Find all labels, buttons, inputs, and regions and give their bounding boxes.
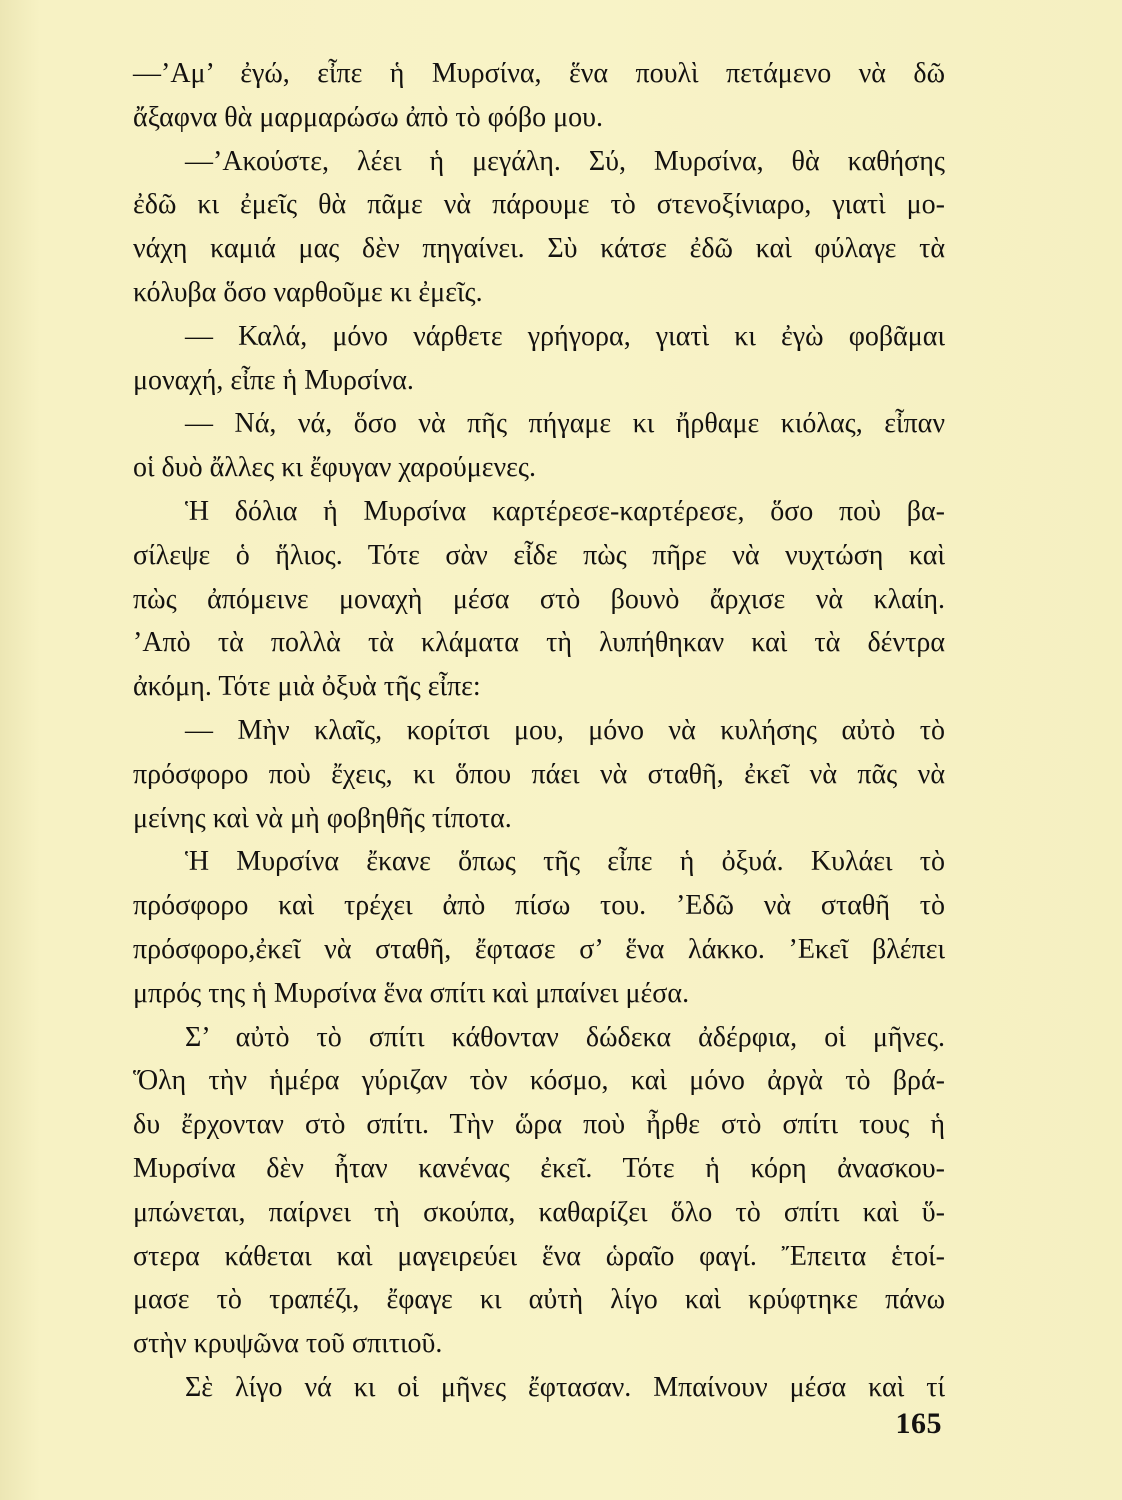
text-line: Ἡ δόλια ἡ Μυρσίνα καρτέρεσε-καρτέρεσε, ὅσο ποὺ βα-	[185, 495, 945, 527]
text-line: ’Απὸ τὰ πολλὰ τὰ κλάματα τὴ λυπήθηκαν καὶ τὰ δέντρα	[133, 627, 945, 659]
page-number: 165	[895, 1407, 942, 1440]
text-line: μείνης καὶ νὰ μὴ φοβηθῆς τίποτα.	[133, 802, 512, 834]
text-line: ἐδῶ κι ἐμεῖς θὰ πᾶμε νὰ πάρουμε τὸ στενοξίνιαρο, γιατὶ μο-	[133, 189, 945, 221]
paragraph	[133, 140, 945, 315]
paragraph	[133, 709, 945, 840]
text-line: Ὅλη τὴν ἡμέρα γύριζαν τὸν κόσμο, καὶ μόνο ἀργὰ τὸ βρά-	[133, 1065, 945, 1097]
text-line: Σὲ λίγο νά κι οἱ μῆνες ἔφτασαν. Μπαίνουν μέσα καὶ τί	[185, 1371, 945, 1403]
text-line: ἀκόμη. Τότε μιὰ ὀξυὰ τῆς εἶπε:	[133, 671, 481, 703]
text-line: μοναχή, εἶπε ἡ Μυρσίνα.	[133, 364, 414, 396]
text-line: πρόσφορο,ἐκεῖ νὰ σταθῆ, ἔφτασε σ’ ἕνα λάκκο. ’Εκεῖ βλέπει	[133, 933, 945, 965]
text-line: μπώνεται, παίρνει τὴ σκούπα, καθαρίζει ὅλο τὸ σπίτι καὶ ὕ-	[133, 1196, 945, 1228]
paragraph	[133, 490, 945, 709]
text-line: — Νά, νά, ὅσο νὰ πῆς πήγαμε κι ἤρθαμε κιόλας, εἶπαν	[185, 408, 945, 440]
paragraph	[133, 840, 945, 1015]
paragraph	[133, 402, 945, 490]
text-line: Σ’ αὐτὸ τὸ σπίτι κάθονταν δώδεκα ἀδέρφια, οἱ μῆνες.	[185, 1021, 945, 1053]
paragraph	[133, 1016, 945, 1366]
text-line: σίλεψε ὁ ἥλιος. Τότε σὰν εἶδε πὼς πῆρε νὰ νυχτώση καὶ	[133, 539, 945, 571]
paragraph	[133, 315, 945, 403]
text-line: κόλυβα ὅσο ναρθοῦμε κι ἐμεῖς.	[133, 276, 483, 308]
text-line: Μυρσίνα δὲν ἦταν κανένας ἐκεῖ. Τότε ἡ κόρη ἀνασκου-	[133, 1152, 945, 1184]
text-line: — Καλά, μόνο νάρθετε γρήγορα, γιατὶ κι ἐγὼ φοβᾶμαι	[185, 320, 945, 352]
text-line: στὴν κρυψῶνα τοῦ σπιτιοῦ.	[133, 1328, 443, 1360]
text-column	[133, 52, 945, 1410]
text-line: Ἡ Μυρσίνα ἔκανε ὅπως τῆς εἶπε ἡ ὀξυά. Κυλάει τὸ	[185, 846, 945, 878]
text-line: οἱ δυὸ ἄλλες κι ἔφυγαν χαρούμενες.	[133, 452, 536, 484]
text-line: —’Αμ’ ἐγώ, εἶπε ἡ Μυρσίνα, ἕνα πουλὶ πετάμενο νὰ δῶ	[133, 58, 945, 89]
text-line: — Μὴν κλαῖς, κορίτσι μου, μόνο νὰ κυλήσης αὐτὸ τὸ	[185, 714, 945, 746]
text-line: πὼς ἀπόμεινε μοναχὴ μέσα στὸ βουνὸ ἄρχισε νὰ κλαίη.	[133, 583, 945, 615]
text-line: δυ ἔρχονταν στὸ σπίτι. Τὴν ὥρα ποὺ ἦρθε στὸ σπίτι τους ἡ	[133, 1109, 945, 1141]
text-line: στερα κάθεται καὶ μαγειρεύει ἕνα ὡραῖο φαγί. Ἔπειτα ἑτοί-	[133, 1240, 945, 1272]
text-line: ἄξαφνα θὰ μαρμαρώσω ἀπὸ τὸ φόβο μου.	[133, 101, 603, 133]
text-line: μπρός της ἡ Μυρσίνα ἕνα σπίτι καὶ μπαίνει μέσα.	[133, 977, 690, 1009]
text-line: νάχη καμιά μας δὲν πηγαίνει. Σὺ κάτσε ἐδῶ καὶ φύλαγε τὰ	[133, 233, 945, 265]
text-line: πρόσφορο ποὺ ἔχεις, κι ὅπου πάει νὰ σταθῆ, ἐκεῖ νὰ πᾶς νὰ	[133, 758, 945, 790]
paragraph	[133, 52, 945, 140]
text-line: μασε τὸ τραπέζι, ἔφαγε κι αὐτὴ λίγο καὶ κρύφτηκε πάνω	[133, 1284, 945, 1316]
paragraph	[133, 1366, 945, 1410]
text-line: —’Ακούστε, λέει ἡ μεγάλη. Σύ, Μυρσίνα, θὰ καθήσης	[185, 145, 945, 177]
text-line: πρόσφορο καὶ τρέχει ἀπὸ πίσω του. ’Εδῶ νὰ σταθῆ τὸ	[133, 890, 945, 922]
